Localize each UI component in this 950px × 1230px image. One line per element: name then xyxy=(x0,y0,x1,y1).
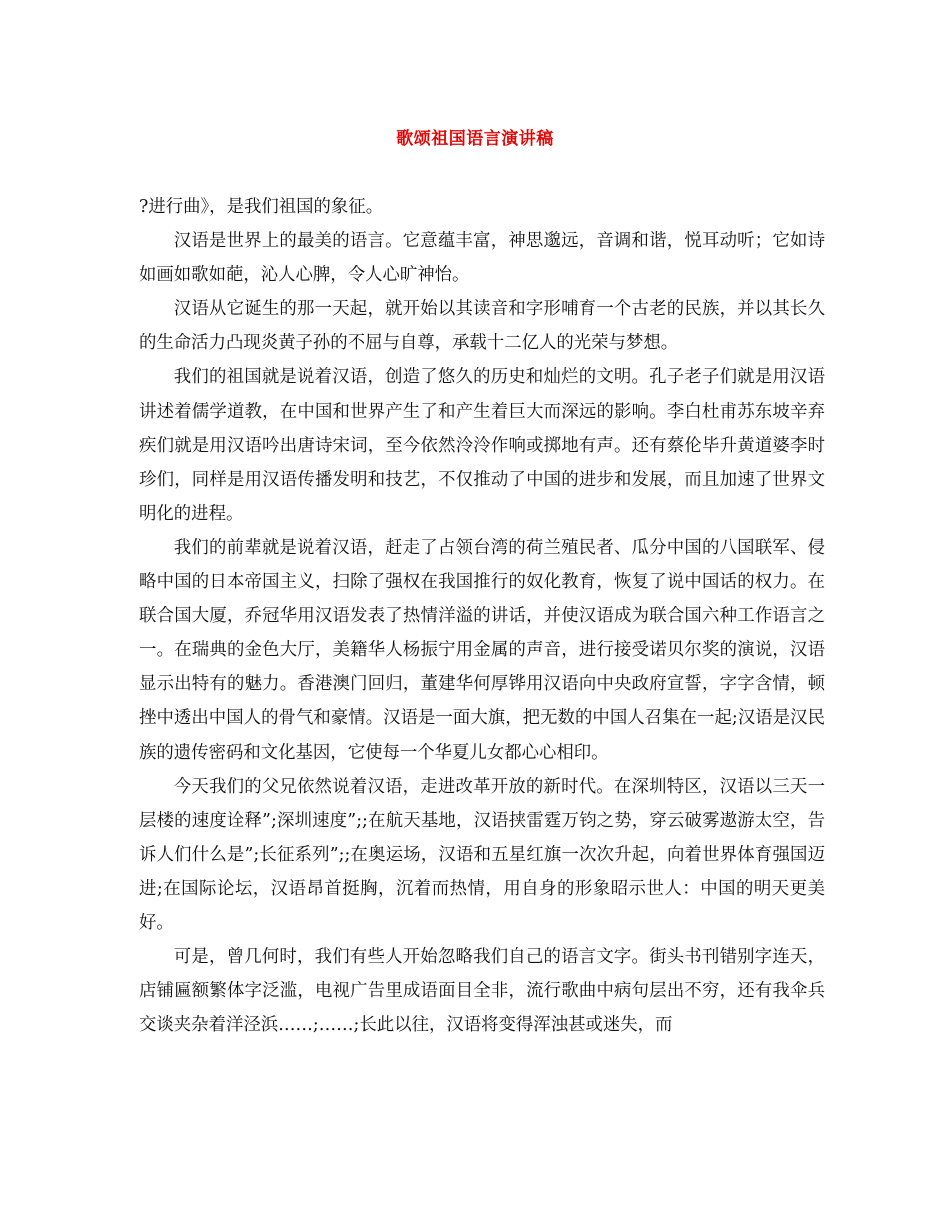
paragraph: 汉语是世界上的最美的语言。它意蕴丰富，神思邈远，音调和谐，悦耳动听；它如诗如画如歌如葩，沁人心脾，令人心旷神怡。 xyxy=(139,231,825,286)
document-body xyxy=(139,190,825,1042)
paragraph-continuation: ?进行曲》，是我们祖国的象征。 xyxy=(139,197,384,217)
paragraph: 我们的前辈就是说着汉语，赶走了占领台湾的荷兰殖民者、瓜分中国的八国联军、侵略中国的日本帝国主义，扫除了强权在我国推行的奴化教育，恢复了说中国话的权力。在联合国大厦，乔冠华用汉语发表了热情洋溢的讲话，并使汉语成为联合国六种工作语言之一。在瑞典的金色大厅，美籍华人杨振宁用金属的声音，进行接受诺贝尔奖的演说，汉语显示出特有的魅力。香港澳门回归，董建华何厚铧用汉语向中央政府宣誓，字字含情，顿挫中透出中国人的骨气和豪情。汉语是一面大旗，把无数的中国人召集在一起;汉语是汉民族的遗传密码和文化基因，它使每一个华夏儿女都心心相印。 xyxy=(139,537,825,763)
paragraph: 我们的祖国就是说着汉语，创造了悠久的历史和灿烂的文明。孔子老子们就是用汉语讲述着儒学道教，在中国和世界产生了和产生着巨大而深远的影响。李白杜甫苏东坡辛弃疾们就是用汉语吟出唐诗宋词，至今依然泠泠作响或掷地有声。还有蔡伦毕升黄道婆李时珍们，同样是用汉语传播发明和技艺，不仅推动了中国的进步和发展，而且加速了世界文明化的进程。 xyxy=(139,367,825,524)
paragraph: 今天我们的父兄依然说着汉语，走进改革开放的新时代。在深圳特区，汉语以三天一层楼的速度诠释”;深圳速度”;;在航天基地，汉语挟雷霆万钧之势，穿云破雾遨游太空，告诉人们什么是”;长征系列”;;在奥运场，汉语和五星红旗一次次升起，向着世界体育强国迈进;在国际论坛，汉语昂首挺胸，沉着而热情，用自身的形象昭示世人：中国的明天更美好。 xyxy=(139,776,825,933)
paragraph: 可是，曾几何时，我们有些人开始忽略我们自己的语言文字。街头书刊错别字连天，店铺匾额繁体字泛滥，电视广告里成语面目全非，流行歌曲中病句层出不穷，还有我伞兵交谈夹杂着洋泾浜……;……;长此以往，汉语将变得浑浊甚或迷失，而 xyxy=(139,947,825,1036)
paragraph: 汉语从它诞生的那一天起，就开始以其读音和字形哺育一个古老的民族，并以其长久的生命活力凸现炎黄子孙的不屈与自尊，承载十二亿人的光荣与梦想。 xyxy=(139,299,825,354)
document-title: 歌颂祖国语言演讲稿 xyxy=(396,129,554,149)
